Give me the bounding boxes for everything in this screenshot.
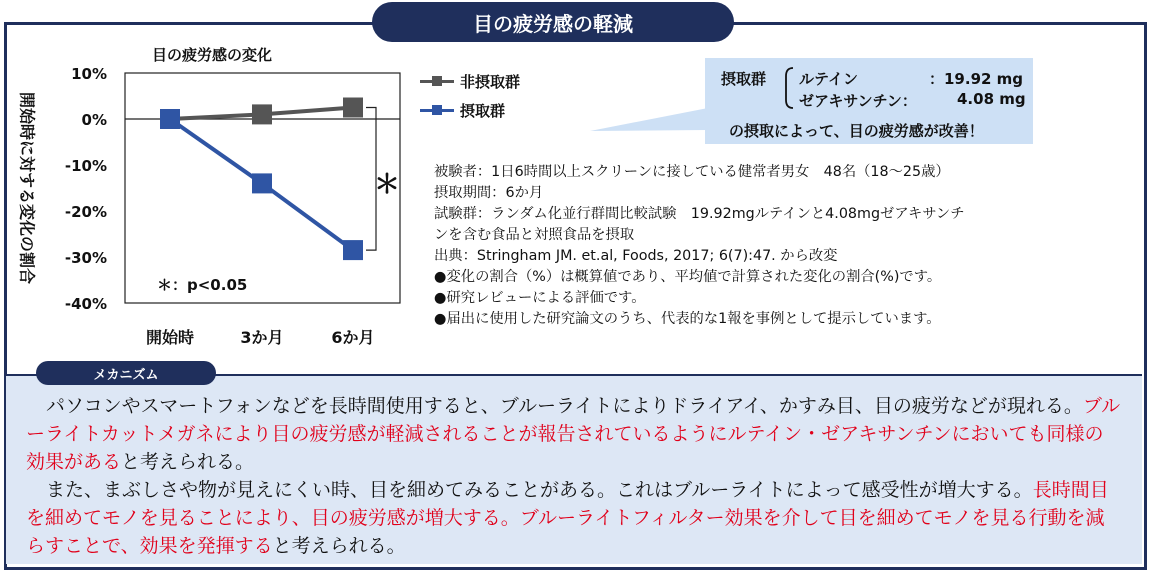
x-tick-label: 3か月: [240, 328, 284, 347]
info-period: 摂取期間：6か月: [434, 185, 544, 201]
y-tick-label: -40%: [64, 295, 107, 313]
callout-bracket: [783, 66, 795, 110]
significance-note: ＊：p<0.05: [157, 276, 248, 294]
x-tick-label: 開始時: [145, 328, 195, 347]
y-tick-label: -20%: [64, 203, 107, 221]
info-source: 出典：Stringham JM. et.al, Foods, 2017; 6(7):47. から改変: [434, 248, 838, 264]
chart-title: 目の疲労感の変化: [152, 46, 273, 64]
info-note-3: ●届出に使用した研究論文のうち、代表的な1報を事例として提示しています。: [434, 311, 941, 327]
mechanism-paragraph-2: [26, 476, 1122, 560]
mechanism-p1-end: と考えられる。: [121, 451, 255, 473]
page-title: 目の疲労感の軽減: [372, 2, 734, 42]
callout-row1-name: ルテイン: [799, 70, 858, 88]
mechanism-p2-text: また、まぶしさや物が見えにくい時、目を細めてみることがある。これはブルーライトによって感受性が増大する。: [46, 479, 1033, 501]
callout-conclusion: の摂取によって、目の疲労感が改善！: [729, 122, 984, 140]
info-note-2: ●研究レビューによる評価です。: [434, 290, 646, 306]
y-tick-label: -10%: [64, 157, 107, 175]
x-tick-label: 6か月: [331, 328, 375, 347]
data-point-series-1: [343, 240, 363, 260]
callout-row2-name: ゼアキサンチン：: [799, 92, 917, 110]
mechanism-p1-highlight: ブルーライトカットメガネにより目の疲労感が軽減されることが報告されているようにルテイン・ゼアキサンチンにおいても同様の効果がある: [26, 395, 1121, 473]
info-note-1: ●変化の割合（%）は概算値であり、平均値で計算された変化の割合(%)です。: [434, 269, 942, 285]
mechanism-p2-end: と考えられる。: [272, 535, 406, 557]
mechanism-p1-text: パソコンやスマートフォンなどを長時間使用すると、ブルーライトによりドライアイ、かすみ目、目の疲労などが現れる。: [46, 395, 1083, 417]
mechanism-p2-highlight: 長時間目を細めてモノを見ることにより、目の疲労感が増大する。ブルーライトフィルター効果を介して目を細めてモノを見る行動を減らすことで、効果を発揮する: [26, 479, 1109, 557]
data-point-series-1: [252, 173, 272, 193]
info-design-cont: ンを含む食品と対照食品を摂取: [434, 227, 635, 243]
legend-label-non-intake: 非摂取群: [460, 73, 521, 91]
callout-group: 摂取群: [721, 70, 767, 88]
callout-row2-value: 4.08 mg: [957, 90, 1026, 108]
chart-y-axis-label: 開始時に対する変化の割合: [17, 91, 37, 285]
intake-callout: [705, 58, 1033, 144]
info-subjects: 被験者：1日6時間以上スクリーンに接している健常者男女 48名（18～25歳）: [434, 164, 950, 180]
callout-row1-value: ：19.92 mg: [929, 70, 1024, 88]
mechanism-paragraph-1: [26, 392, 1122, 476]
significance-mark: ＊: [373, 169, 401, 200]
y-tick-label: 0%: [81, 111, 107, 129]
mechanism-label: メカニズム: [36, 361, 216, 385]
y-tick-label: 10%: [71, 65, 107, 83]
y-tick-label: -30%: [64, 249, 107, 267]
study-info: [434, 162, 1134, 330]
info-design: 試験群：ランダム化並行群間比較試験 19.92mgルテインと4.08mgゼアキサンチ: [434, 206, 965, 222]
legend-label-intake: 摂取群: [460, 102, 506, 120]
mechanism-text: [26, 392, 1122, 560]
